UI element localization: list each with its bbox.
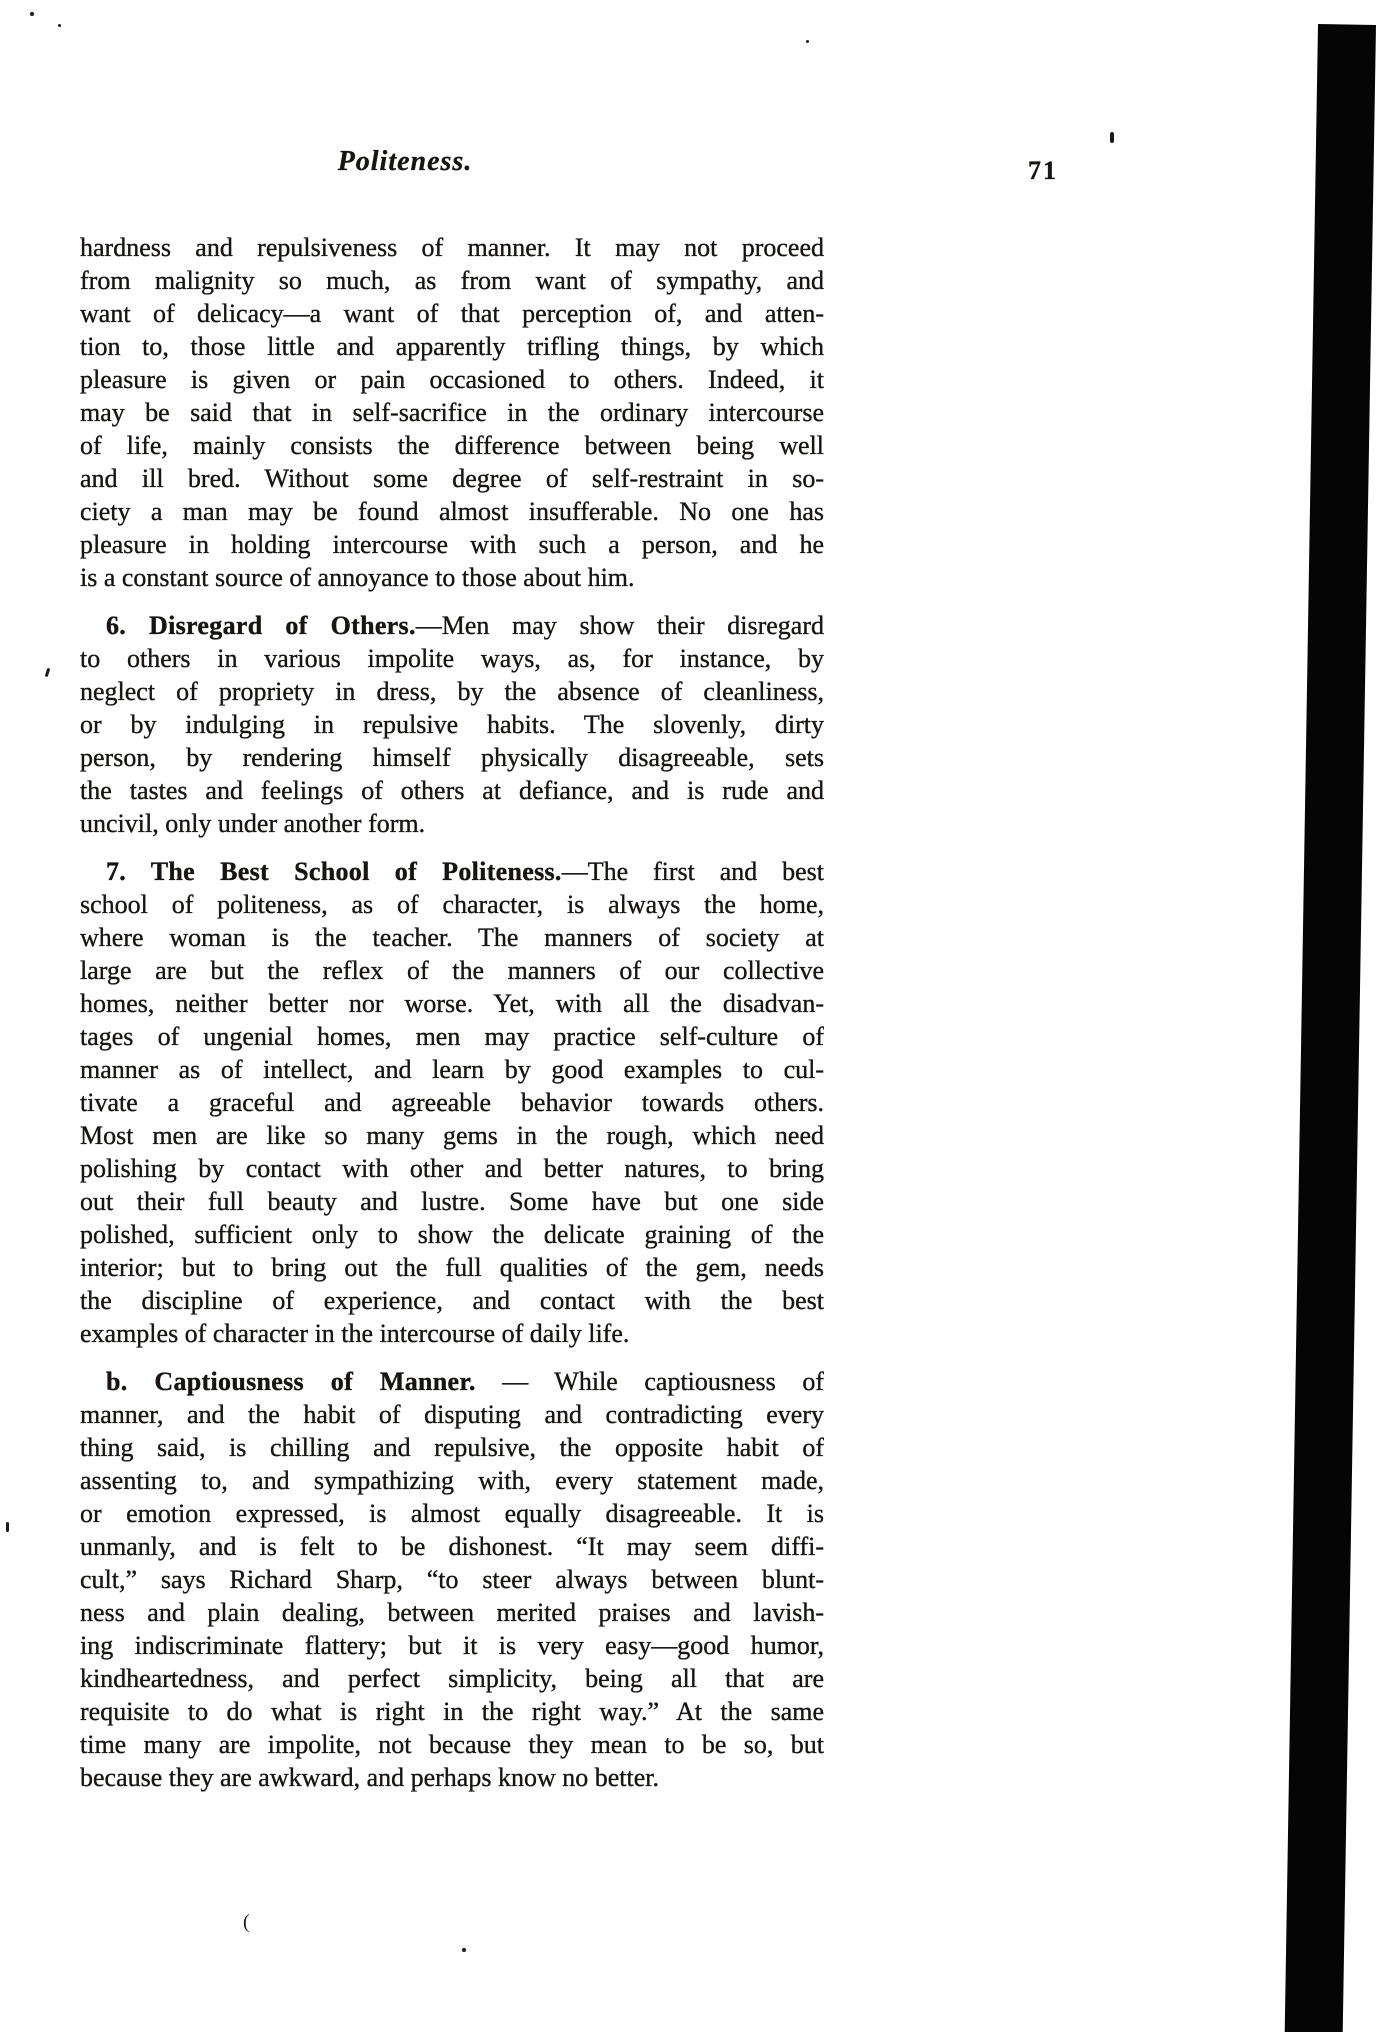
- text-line: polishing by contact with other and better natures, to bring: [80, 1154, 824, 1183]
- text-line: assenting to, and sympathizing with, every statement made,: [80, 1466, 824, 1495]
- text-line: pleasure is given or pain occasioned to others. Indeed, it: [80, 365, 824, 394]
- text-line: neglect of propriety in dress, by the absence of cleanliness,: [80, 677, 824, 706]
- text-line: school of politeness, as of character, is always the home,: [80, 890, 824, 919]
- paragraph-heading: b. Captiousness of Manner.: [106, 1367, 476, 1396]
- text-line: from malignity so much, as from want of sympathy, and: [80, 266, 824, 295]
- text-line: of life, mainly consists the difference between being well: [80, 431, 824, 460]
- text-line: hardness and repulsiveness of manner. It may not proceed: [80, 233, 824, 262]
- text-line: unmanly, and is felt to be dishonest. “It may seem diffi-: [80, 1532, 824, 1561]
- ink-speck: [1110, 132, 1114, 143]
- text-line: where woman is the teacher. The manners of society at: [80, 923, 824, 952]
- text-line: is a constant source of annoyance to those about him.: [80, 563, 635, 592]
- text-line: 6. Disregard of Others.—Men may show their disregard: [106, 611, 824, 640]
- text-line: time many are impolite, not because they mean to be so, but: [80, 1730, 824, 1759]
- text-line: manner as of intellect, and learn by good examples to cul-: [80, 1055, 824, 1084]
- text-line: and ill bred. Without some degree of self-restraint in so-: [80, 464, 824, 493]
- text-line: want of delicacy—a want of that perception of, and atten-: [80, 299, 824, 328]
- text-line: requisite to do what is right in the right way.” At the same: [80, 1697, 824, 1726]
- stray-ink-mark: (: [243, 1911, 250, 1933]
- text-line: ing indiscriminate flattery; but it is very easy—good humor,: [80, 1631, 824, 1660]
- text-line: examples of character in the intercourse of daily life.: [80, 1319, 630, 1348]
- text-block: [80, 231, 824, 1809]
- text-line: ciety a man may be found almost insufferable. No one has: [80, 497, 824, 526]
- text-line: b. Captiousness of Manner. — While captiousness of: [106, 1367, 824, 1396]
- text-line: person, by rendering himself physically disagreeable, sets: [80, 743, 824, 772]
- paragraph-heading: 6. Disregard of Others.: [106, 611, 416, 640]
- text-line: manner, and the habit of disputing and contradicting every: [80, 1400, 824, 1429]
- paragraph-heading: 7. The Best School of Politeness.: [106, 857, 562, 886]
- text-line: may be said that in self-sacrifice in the ordinary intercourse: [80, 398, 824, 427]
- text-line: because they are awkward, and perhaps know no better.: [80, 1763, 659, 1792]
- ink-speck: [806, 40, 809, 43]
- text-line: pleasure in holding intercourse with such a person, and he: [80, 530, 824, 559]
- text-line: thing said, is chilling and repulsive, the opposite habit of: [80, 1433, 824, 1462]
- text-line: large are but the reflex of the manners of our collective: [80, 956, 824, 985]
- text-line: tion to, those little and apparently trifling things, by which: [80, 332, 824, 361]
- paragraph: [80, 609, 824, 840]
- text-line: to others in various impolite ways, as, for instance, by: [80, 644, 824, 673]
- text-line: kindheartedness, and perfect simplicity, being all that are: [80, 1664, 824, 1693]
- text-line: out their full beauty and lustre. Some have but one side: [80, 1187, 824, 1216]
- paragraph: [80, 855, 824, 1350]
- text-line: or by indulging in repulsive habits. The slovenly, dirty: [80, 710, 824, 739]
- text-line: Most men are like so many gems in the rough, which need: [80, 1121, 824, 1150]
- text-line: uncivil, only under another form.: [80, 809, 426, 838]
- page-header-title: Politeness.: [337, 146, 473, 177]
- text-line: interior; but to bring out the full qualities of the gem, needs: [80, 1253, 824, 1282]
- text-line: homes, neither better nor worse. Yet, with all the disadvan-: [80, 989, 824, 1018]
- text-line: the discipline of experience, and contact with the best: [80, 1286, 824, 1315]
- ink-speck: [58, 24, 61, 27]
- text-line: or emotion expressed, is almost equally disagreeable. It is: [80, 1499, 824, 1528]
- text-line: 7. The Best School of Politeness.—The first and best: [106, 857, 824, 886]
- ink-speck: [462, 1948, 466, 1952]
- text-line: the tastes and feelings of others at defiance, and is rude and: [80, 776, 824, 805]
- ink-speck: [30, 12, 34, 16]
- ink-speck: [6, 1522, 9, 1532]
- scan-edge-bar: [1283, 24, 1376, 2032]
- text-line: cult,” says Richard Sharp, “to steer always between blunt-: [80, 1565, 824, 1594]
- text-line: tivate a graceful and agreeable behavior towards others.: [80, 1088, 824, 1117]
- text-line: polished, sufficient only to show the delicate graining of the: [80, 1220, 824, 1249]
- text-line: ness and plain dealing, between merited praises and lavish-: [80, 1598, 824, 1627]
- text-line: tages of ungenial homes, men may practice self-culture of: [80, 1022, 824, 1051]
- page-number: 71: [1028, 156, 1058, 185]
- paragraph: [80, 231, 824, 594]
- paragraph: [80, 1365, 824, 1794]
- ink-speck: [45, 668, 51, 677]
